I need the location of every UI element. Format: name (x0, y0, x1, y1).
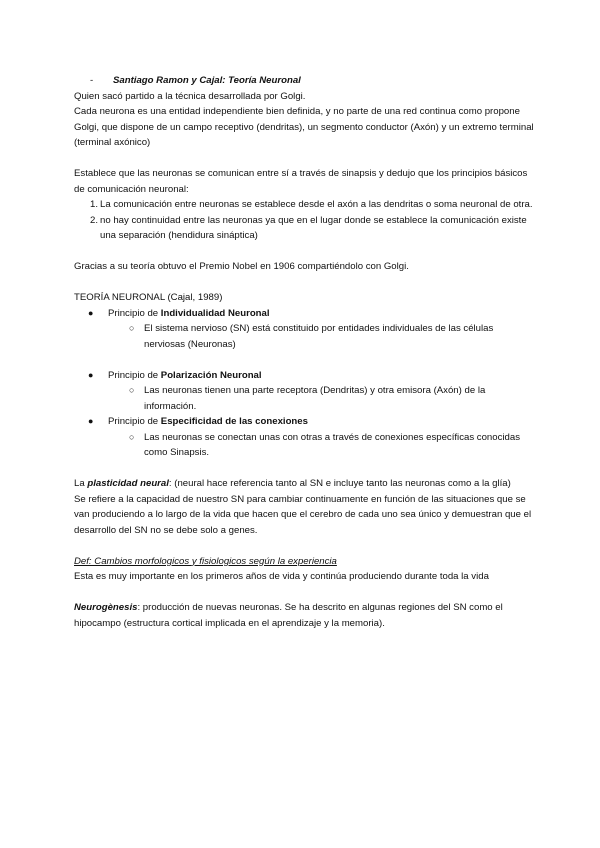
bullet-icon: ● (88, 307, 94, 318)
document-body (74, 73, 534, 631)
principle-prefix: Principio de (108, 416, 161, 427)
principle-detail (74, 321, 534, 352)
principle-detail-text: Las neuronas se conectan unas con otras a través de conexiones específicas conocidas como Sinapsis. (144, 431, 520, 458)
principles-list (74, 306, 534, 461)
neurogenesis-text: : producción de nuevas neuronas. Se ha descrito en algunas regiones del SN como el hipocampo (estructura cortical implicada en el aprendizaje y la memoria). (74, 602, 503, 629)
list-number: 1. (90, 199, 99, 210)
list-item-text: no hay continuidad entre las neuronas ya que en el lugar donde se establece la comunicación existe una separación (hendidura sináptica) (100, 214, 527, 241)
teoria-title: TEORÍA NEURONAL (Cajal, 1989) (74, 292, 223, 303)
neurogenesis-paragraph (74, 600, 534, 631)
list-item (74, 213, 534, 244)
circle-bullet-icon: ○ (129, 323, 135, 333)
principle-item (74, 414, 534, 430)
def-title: Def: Cambios morfologicos y fisiologicos según la experiencia (74, 555, 337, 567)
intro-paragraph: Cada neurona es una entidad independiente bien definida, y no parte de una red continua como propone Golgi, que dispone de un campo receptivo (dendritas), un segmento conductor (Axón) y un extremo terminal (terminal axónico) (74, 106, 534, 148)
list-number: 2. (90, 214, 99, 226)
section-title: Santiago Ramon y Cajal: Teoría Neuronal (113, 75, 301, 86)
def-text: Esta es muy importante en los primeros años de vida y continúa produciendo durante toda la vida (74, 571, 489, 582)
plasticidad-note: (neural hace referencia tanto al SN e incluye tanto las neuronas como a la glía) (174, 478, 511, 489)
list-item (74, 197, 534, 213)
plasticidad-heading (74, 476, 534, 492)
principle-item (74, 368, 534, 384)
principle-prefix: Principio de (108, 369, 161, 381)
list-item-text: La comunicación entre neuronas se establece desde el axón a las dendritas o soma neuronal de otra. (100, 199, 533, 210)
neurogenesis-term: Neurogènesis (74, 602, 138, 613)
sinapsis-paragraph: Establece que las neuronas se comunican entre sí a través de sinapsis y dedujo que los principios básicos de comunicación neuronal: (74, 168, 528, 195)
plasticidad-term: plasticidad neural (87, 478, 169, 489)
principle-name: Especificidad de las conexiones (160, 416, 308, 427)
circle-bullet-icon: ○ (129, 431, 135, 442)
principle-detail (74, 430, 534, 461)
principle-detail (74, 383, 534, 414)
principle-item (74, 306, 534, 322)
principle-detail-text: Las neuronas tienen una parte receptora (Dendritas) y otra emisora (Axón) de la información. (144, 385, 486, 412)
bullet-icon: ● (88, 369, 94, 380)
plasticidad-colon: : (168, 478, 175, 489)
principle-detail-text: El sistema nervioso (SN) está constituido por entidades individuales de las células nerviosas (Neuronas) (144, 323, 494, 350)
plasticidad-lead: La (74, 478, 88, 489)
intro-line: Quien sacó partido a la técnica desarrollada por Golgi. (74, 90, 306, 102)
nobel-paragraph: Gracias a su teoría obtuvo el Premio Nobel en 1906 compartiéndolo con Golgi. (74, 261, 409, 272)
principle-prefix: Principio de (108, 307, 161, 319)
section-heading (74, 73, 534, 89)
numbered-list (74, 197, 534, 244)
circle-bullet-icon: ○ (129, 385, 135, 395)
principle-name: Individualidad Neuronal (160, 307, 270, 319)
principle-name: Polarización Neuronal (160, 369, 262, 381)
bullet-icon: ● (88, 416, 94, 426)
dash-marker: - (90, 75, 94, 86)
plasticidad-paragraph: Se refiere a la capacidad de nuestro SN para cambiar continuamente en función de las situaciones que se van produciendo a lo largo de la vida que hacen que el cerebro de cada uno sea único y demuestran que el desarrollo del SN no se debe solo a genes. (74, 493, 532, 536)
